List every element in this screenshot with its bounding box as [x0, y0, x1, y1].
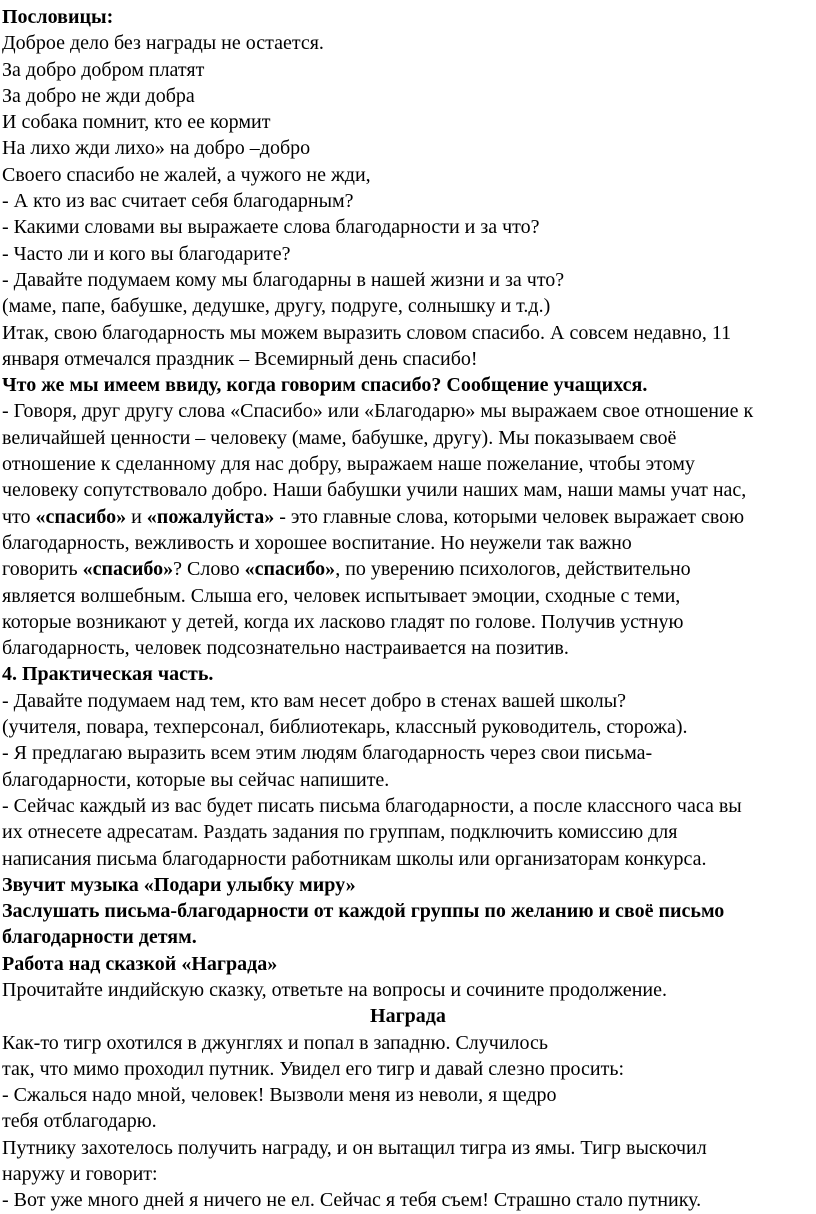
- tale-line: Путнику захотелось получить награду, и он вытащил тигра из ямы. Тигр выскочил: [2, 1136, 707, 1159]
- text-run: , по уверению психологов, действительно: [335, 558, 691, 581]
- practical-heading: 4. Практическая часть.: [2, 663, 214, 686]
- meaning-heading: Что же мы имеем ввиду, когда говорим спасибо? Сообщение учащихся.: [2, 374, 648, 397]
- proverb-line: Доброе дело без награды не остается.: [2, 32, 324, 55]
- text-run: что: [2, 505, 36, 528]
- practical-line: благодарности, которые вы сейчас напишите.: [2, 768, 390, 791]
- letters-heading: Заслушать письма-благодарности от каждой группы по желанию и своё письмо: [2, 900, 725, 923]
- proverb-line: За добро не жди добра: [2, 84, 195, 107]
- question-line: (маме, папе, бабушке, дедушке, другу, подруге, солнышку и т.д.): [2, 295, 551, 318]
- tale-title: Награда: [370, 1005, 446, 1028]
- text-run: говорить: [2, 558, 83, 581]
- question-line: - Какими словами вы выражаете слова благодарности и за что?: [2, 216, 540, 239]
- bold-word: «пожалуйста»: [146, 505, 275, 528]
- proverb-line: И собака помнит, кто ее кормит: [2, 111, 271, 134]
- message-line: [2, 504, 814, 530]
- proverb-line: Своего спасибо не жалей, а чужого не жди,: [2, 163, 371, 186]
- text-run: и: [126, 505, 147, 528]
- practical-line: - Давайте подумаем над тем, кто вам несет добро в стенах вашей школы?: [2, 689, 627, 712]
- intro-line: января отмечался праздник – Всемирный день спасибо!: [2, 347, 478, 370]
- proverb-line: На лихо жди лихо» на добро –добро: [2, 137, 311, 160]
- message-line: величайшей ценности – человеку (маме, бабушке, другу). Мы показываем своё: [2, 426, 677, 449]
- intro-line: Итак, свою благодарность мы можем выразить словом спасибо. А совсем недавно, 11: [2, 321, 732, 344]
- proverb-line: За добро добром платят: [2, 58, 205, 81]
- message-line: - Говоря, друг другу слова «Спасибо» или «Благодарю» мы выражаем свое отношение к: [2, 400, 754, 423]
- tale-line: наружу и говорит:: [2, 1163, 158, 1186]
- practical-line: их отнесете адресатам. Раздать задания по группам, подключить комиссию для: [2, 821, 678, 844]
- message-line: благодарность, человек подсознательно настраивается на позитив.: [2, 637, 569, 660]
- text-run: ? Слово: [173, 558, 245, 581]
- tale-heading: Работа над сказкой «Награда»: [2, 952, 278, 975]
- tale-line: так, что мимо проходил путник. Увидел его тигр и давай слезно просить:: [2, 1057, 625, 1080]
- practical-line: (учителя, повара, техперсонал, библиотекарь, классный руководитель, сторожа).: [2, 716, 688, 739]
- message-line: [2, 556, 814, 582]
- bold-word: «спасибо»: [244, 558, 336, 581]
- tale-line: тебя отблагодарю.: [2, 1110, 157, 1133]
- tale-line: - Вот уже много дней я ничего не ел. Сейчас я тебя съем! Страшно стало путнику.: [2, 1189, 702, 1212]
- message-line: благодарность, вежливость и хорошее воспитание. Но неужели так важно: [2, 531, 632, 554]
- proverbs-heading: Пословицы:: [2, 6, 114, 28]
- practical-line: - Сейчас каждый из вас будет писать письма благодарности, а после классного часа вы: [2, 794, 742, 817]
- message-line: является волшебным. Слыша его, человек испытывает эмоции, сходные с теми,: [2, 584, 681, 607]
- tale-line: Как-то тигр охотился в джунглях и попал в западню. Случилось: [2, 1031, 548, 1054]
- message-line: человеку сопутствовало добро. Наши бабушки учили наших мам, наши мамы учат нас,: [2, 479, 747, 502]
- bold-word: «спасибо»: [82, 558, 174, 581]
- bold-word: «спасибо»: [35, 505, 127, 528]
- practical-line: написания письма благодарности работникам школы или организаторам конкурса.: [2, 847, 707, 870]
- music-heading: Звучит музыка «Подари улыбку миру»: [2, 873, 356, 896]
- practical-line: - Я предлагаю выразить всем этим людям благодарность через свои письма-: [2, 742, 653, 765]
- question-line: - Часто ли и кого вы благодарите?: [2, 242, 291, 265]
- tale-line: - Сжалься надо мной, человек! Вызволи меня из неволи, я щедро: [2, 1084, 557, 1107]
- letters-heading: благодарности детям.: [2, 926, 197, 949]
- question-line: - А кто из вас считает себя благодарным?: [2, 190, 354, 213]
- message-line: отношение к сделанному для нас добру, выражаем наше пожелание, чтобы этому: [2, 453, 695, 476]
- message-line: которые возникают у детей, когда их ласково гладят по голове. Получив устную: [2, 610, 684, 633]
- question-line: - Давайте подумаем кому мы благодарны в нашей жизни и за что?: [2, 268, 565, 291]
- text-run: - это главные слова, которыми человек выражает свою: [274, 505, 745, 528]
- tale-instruction: Прочитайте индийскую сказку, ответьте на вопросы и сочините продолжение.: [2, 978, 667, 1001]
